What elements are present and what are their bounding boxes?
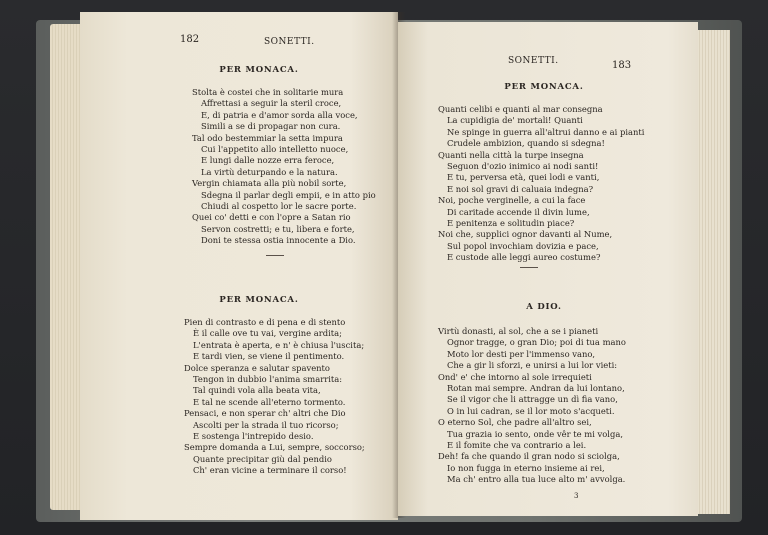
poem-line: È il calle ove tu vai, vergine ardita;: [193, 328, 342, 339]
section-divider: [520, 267, 538, 268]
poem-line: Noi, poche verginelle, a cui la face: [438, 195, 586, 206]
poem-line: L'entrata è aperta, e n' è chiusa l'uscita;: [193, 339, 365, 350]
poem-lines: [192, 87, 376, 247]
poem-line: E penitenza e solitudin piace?: [447, 218, 575, 229]
poem-line: Tua grazia io sento, onde vêr te mi volga,: [447, 428, 624, 439]
poem-line: Vergin chiamata alla più nobil sorte,: [192, 178, 347, 189]
poem-line: Cui l'appetito allo intelletto nuoce,: [201, 144, 349, 155]
poem-line: Se il vigor che li attragge un dì fia vano,: [447, 394, 618, 405]
poem-line: Io non fugga in eterno insieme ai rei,: [447, 462, 605, 473]
poem-line: E noi sol gravi di caluaia indegna?: [447, 183, 594, 194]
poem-line: E sostenga l'intrepido desio.: [193, 431, 314, 442]
poem-line: Affrettasi a seguir la steril croce,: [201, 98, 342, 109]
poem-line: La virtù deturpando e la natura.: [201, 166, 338, 177]
poem-line: Ognor tragge, o gran Dio; poi di tua mano: [447, 337, 626, 348]
poem-line: Stolta è costei che in solitarie mura: [192, 87, 344, 97]
right-page: [398, 22, 698, 516]
poem-line: Ne spinge in guerra all'altrui danno e ai pianti: [447, 126, 645, 137]
poem-line: Di caritade accende il divin lume,: [447, 206, 590, 217]
poem-line: Ascolti per la strada il tuo ricorso;: [193, 419, 339, 430]
poem-title: PER MONACA.: [504, 82, 584, 92]
poem-line: Tengon in dubbio l'anima smarrita:: [193, 374, 343, 385]
running-head: SONETTI.: [264, 37, 315, 47]
poem-line: Rotan mai sempre. Andran da lui lontano,: [447, 383, 625, 394]
poem-title: A DIO.: [526, 302, 562, 312]
poem-line: Ch' eran vicine a terminare il corso!: [193, 465, 347, 476]
signature-mark: 3: [574, 492, 579, 500]
section-divider: [266, 255, 284, 256]
poem-line: Pensaci, e non sperar ch' altri che Dio: [184, 408, 346, 419]
poem-line: Quei co' detti e con l'opre a Satan rio: [192, 212, 351, 223]
poem-line: Pien di contrasto e di pena e di stento: [184, 317, 346, 327]
poem-line: E il fomite che va contrario a lei.: [447, 440, 587, 451]
poem-lines: [438, 104, 644, 264]
left-page: [80, 12, 398, 520]
running-head: SONETTI.: [508, 56, 559, 66]
poem-line: Dolce speranza e salutar spavento: [184, 362, 330, 373]
poem-line: Tal quindi vola alla beata vita,: [193, 385, 321, 396]
poem-line: Quanti nella città la turpe insegna: [438, 149, 584, 160]
poem-title: PER MONACA.: [219, 295, 299, 305]
poem-line: Chiudi al cospetto lor le sacre porte.: [201, 201, 357, 212]
poem-line: E tardi vien, se viene il pentimento.: [193, 351, 345, 362]
poem-line: Quanti celibi e quanti al mar consegna: [438, 104, 603, 114]
poem-line: Sempre domanda a Lui, sempre, soccorso;: [184, 442, 365, 453]
poem-lines: [184, 317, 365, 477]
page-number: 182: [180, 34, 200, 45]
poem-line: Sdegna il parlar degli empii, e in atto pio: [201, 189, 376, 200]
poem-line: E tal ne scende all'eterno tormento.: [193, 396, 346, 407]
poem-line: Crudele ambizion, quando si sdegna!: [447, 138, 605, 149]
poem-line: Virtù donasti, al sol, che a se i pianeti: [438, 326, 599, 336]
poem-title: PER MONACA.: [219, 65, 299, 75]
page-edges-right: [694, 30, 730, 514]
poem-line: Doni te stessa ostia innocente a Dio.: [201, 235, 356, 246]
poem-line: Moto lor desti per l'immenso vano,: [447, 348, 596, 359]
poem-line: Ond' e' che intorno al sole irrequieti: [438, 371, 592, 382]
poem-line: Che a gir li sforzi, e unirsi a lui lor vieti:: [447, 360, 618, 371]
poem-line: E tu, perversa età, quei lodi e vanti,: [447, 172, 600, 183]
poem-line: Noi che, supplici ognor davanti al Nume,: [438, 229, 613, 240]
poem-line: Sul popol invochiam dovizia e pace,: [447, 240, 599, 251]
poem-line: Ma ch' entro alla tua luce alto m' avvolga.: [447, 474, 626, 485]
poem-line: La cupidigia de' mortali! Quanti: [447, 115, 583, 126]
poem-line: Servon costretti; e tu, libera e forte,: [201, 223, 355, 234]
poem-line: Deh! fa che quando il gran nodo si sciolga,: [438, 451, 620, 462]
poem-line: O eterno Sol, che padre all'altro sei,: [438, 417, 592, 428]
poem-line: O in lui cadran, se il lor moto s'acqueti.: [447, 405, 615, 416]
poem-line: Simili a se di propagar non cura.: [201, 121, 341, 132]
poem-lines: [438, 326, 626, 486]
poem-line: Seguon d'ozio inimico ai nodi santi!: [447, 161, 599, 172]
poem-line: Tal odo bestemmiar la setta impura: [192, 132, 343, 143]
poem-line: Quante precipitar giù dal pendio: [193, 453, 332, 464]
poem-line: E custode alle leggi aureo costume?: [447, 252, 601, 263]
poem-line: E, di patria e d'amor sorda alla voce,: [201, 109, 358, 120]
page-number: 183: [612, 60, 632, 71]
poem-line: E lungi dalle nozze erra feroce,: [201, 155, 335, 166]
